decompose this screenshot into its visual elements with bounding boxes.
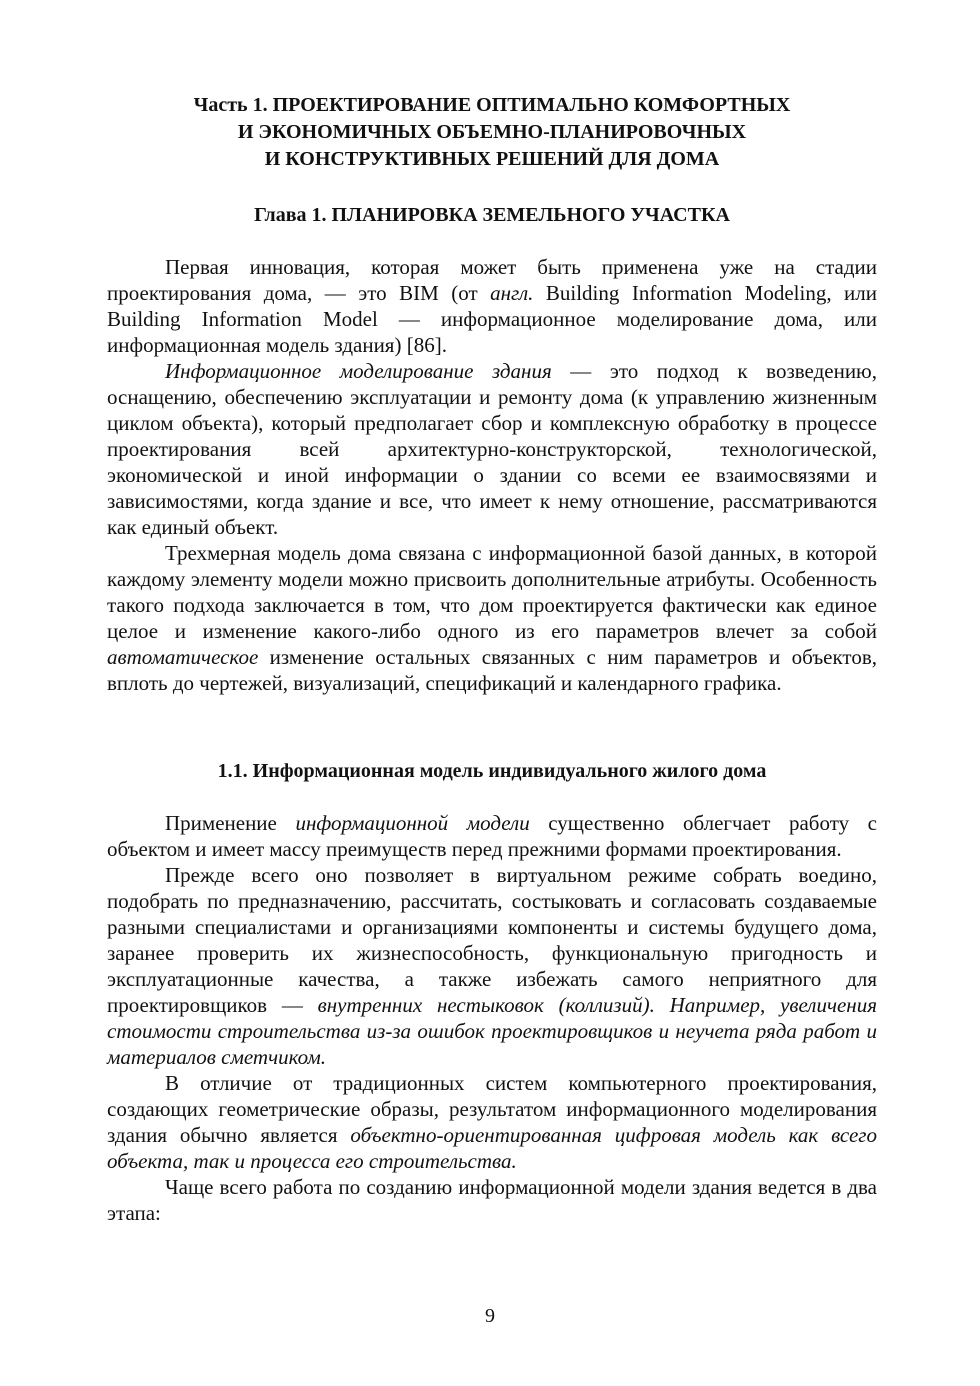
paragraph-text: В отличие от традиционных систем компьютерного проектирования, создающих геометрические образы, результатом информационного моделирования здания обычно является [107,1071,877,1147]
paragraph-text: изменение остальных связанных с ним параметров и объектов, вплоть до чертежей, визуализаций, спецификаций и календарного графика. [107,645,877,695]
paragraph-italic: информационной модели [295,811,530,835]
paragraph-text: существенно облегчает работу с объектом и имеет массу преимуществ перед прежними формами проектирования. [107,811,877,861]
chapter-title: Глава 1. ПЛАНИРОВКА ЗЕМЕЛЬНОГО УЧАСТКА [254,204,730,226]
paragraph-text: Прежде всего оно позволяет в виртуальном режиме собрать воедино, подобрать по предназначению, рассчитать, состыковать и согласовать создаваемые разными специалистами и организациями компоненты и системы будущего дома, заранее проверить их жизнеспособность, функциональную пригодность и эксплуатационные качества, а также избежать самого неприятного для проектировщиков — [107,863,877,1017]
paragraph-traditional-vs-bim [107,1070,877,1174]
paragraph-text: Первая инновация, которая может быть применена уже на стадии проектирования дома, — это BIM (от [107,255,877,305]
page-number: 9 [485,1305,495,1327]
paragraph-model-usage [107,810,877,862]
part-title-line-1: Часть 1. ПРОЕКТИРОВАНИЕ ОПТИМАЛЬНО КОМФОРТНЫХ [193,94,791,116]
paragraph-text: Building Information Modeling, или Building Information Model — информационное моделирование дома, или информационная модель здания) [86]. [107,281,878,357]
paragraph-bim-intro [107,254,877,358]
paragraph-text: Трехмерная модель дома связана с информационной базой данных, в которой каждому элементу модели можно присвоить дополнительные атрибуты. Особенность такого подхода заключается в том, что дом проектируется фактически как единое целое и изменение какого-либо одного из его параметров влечет за собой [107,541,877,643]
paragraph-italic: Информационное моделирование здания [165,359,552,383]
paragraph-bim-definition [107,358,877,540]
section-title: 1.1. Информационная модель индивидуального жилого дома [217,760,767,782]
paragraph-italic: англ. [490,281,534,305]
paragraph-italic: автоматическое [107,645,259,669]
paragraph-text: — это подход к возведению, оснащению, обеспечению эксплуатации и ремонту дома (к управлению жизненным циклом объекта), который предполагает сбор и комплексную обработку в процессе проектирования всей архитектурно-конструкторской, технологической, экономической и иной информации о здании со всеми ее взаимосвязями и зависимостями, когда здание и все, что имеет к нему отношение, рассматриваются как единый объект. [107,359,877,539]
paragraph-italic: объектно-ориентированная цифровая модель как всего объекта, так и процесса его строительства. [107,1123,877,1173]
paragraph-advantages [107,862,877,1070]
paragraph-two-stages [107,1174,877,1226]
section-body [107,810,877,1226]
part-title-line-3: И КОНСТРУКТИВНЫХ РЕШЕНИЙ ДЛЯ ДОМА [264,148,720,170]
paragraph-3d-model [107,540,877,696]
paragraph-italic: внутренних нестыковок (коллизий). Например, увеличения стоимости строительства из-за ошибок проектировщиков и неучета ряда работ и материалов сметчиком. [107,993,877,1069]
paragraph-text: Чаще всего работа по созданию информационной модели здания ведется в два этапа: [107,1175,877,1225]
part-title [107,92,877,173]
chapter-body [107,254,877,696]
part-title-line-2: И ЭКОНОМИЧНЫХ ОБЪЕМНО-ПЛАНИРОВОЧНЫХ [237,121,747,143]
paragraph-text: Применение [165,811,296,835]
